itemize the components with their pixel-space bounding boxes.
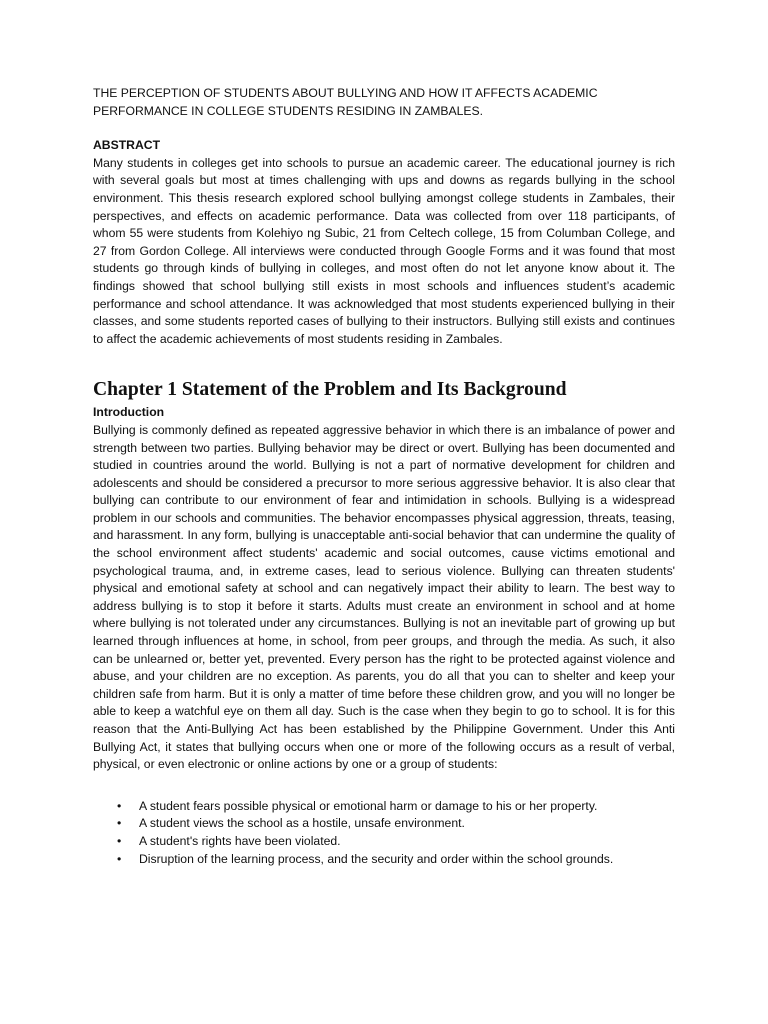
- list-item-text: A student views the school as a hostile, unsafe environment.: [139, 816, 465, 831]
- introduction-heading: Introduction: [93, 405, 165, 420]
- bullet-icon: •: [117, 833, 122, 848]
- abstract-text: Many students in colleges get into schools to pursue an academic career. The educational journey is rich with several goals but most at times challenging with ups and downs as regards bullying in the school environment. This thesis research explored school bullying amongst college students in Zambales, their perspectives, and effects on academic performance. Data was collected from over 118 participants, of whom 55 were students from Kolehiyo ng Subic, 21 from Celtech college, 15 from Columban College, and 27 from Gordon College. All interviews were conducted through Google Forms and it was found that most students go through kinds of bullying in colleges, and most often do not let anyone know about it. The findings showed that school bullying still exists in most schools and influences student’s academic performance and school attendance. It was acknowledged that most students experienced bullying in their classes, and some students reported cases of bullying to their instructors. Bullying still exists and continues to affect the academic achievements of most students residing in Zambales.: [93, 155, 675, 346]
- bullet-icon: •: [117, 798, 122, 813]
- list-item: [93, 798, 675, 816]
- introduction-text: Bullying is commonly defined as repeated aggressive behavior in which there is an imbalance of power and strength between two parties. Bullying behavior may be direct or overt. Bullying has been documented and studied in countries around the world. Bullying is not a part of normative development for children and adolescents and should be considered a precursor to more serious aggressive behavior. It is also clear that bullying can contribute to our environment of fear and intimidation in schools. Bullying is a widespread problem in our schools and communities. The behavior encompasses physical aggression, threats, teasing, and harassment. In any form, bullying is unacceptable anti-social behavior that can undermine the quality of the school environment affect students' academic and social outcomes, cause victims emotional and psychological trauma, and, in extreme cases, lead to serious violence. Bullying can threaten students' physical and emotional safety at school and can negatively impact their ability to learn. The best way to address bullying is to stop it before it starts. Adults must create an environment in school and at home where bullying is not tolerated under any circumstances. Bullying is not an inevitable part of growing up but learned through influences at home, in school, from peer groups, and through the media. As such, it also can be unlearned or, better yet, prevented. Every person has the right to be protected against violence and abuse, and your children are no exception. As parents, you do all that you can to shelter and keep your children safe from harm. But it is only a matter of time before these children grow, and you will no longer be able to keep a watchful eye on them all day. Such is the case when they begin to go to school. It is for this reason that the Anti-Bullying Act has been established by the Philippine Government. Under this Anti Bullying Act, it states that bullying occurs when one or more of the following occurs as a result of verbal, physical, or even electronic or online actions by one or a group of students:: [93, 422, 675, 772]
- list-item-text: A student fears possible physical or emotional harm or damage to his or her property.: [139, 798, 598, 813]
- list-item-text: A student's rights have been violated.: [139, 833, 341, 848]
- chapter-heading: Chapter 1 Statement of the Problem and Its Background: [93, 379, 567, 401]
- list-item: [93, 851, 675, 869]
- abstract-heading: ABSTRACT: [93, 138, 161, 153]
- list-item: [93, 815, 675, 833]
- criteria-list: [93, 798, 675, 868]
- list-item-text: Disruption of the learning process, and the security and order within the school grounds.: [139, 851, 614, 866]
- bullet-icon: •: [117, 816, 122, 831]
- document-page: [93, 85, 675, 868]
- document-title: THE PERCEPTION OF STUDENTS ABOUT BULLYING AND HOW IT AFFECTS ACADEMIC PERFORMANCE IN COLLEGE STUDENTS RESIDING IN ZAMBALES.: [93, 86, 598, 118]
- list-item: [93, 833, 675, 851]
- bullet-icon: •: [117, 851, 122, 866]
